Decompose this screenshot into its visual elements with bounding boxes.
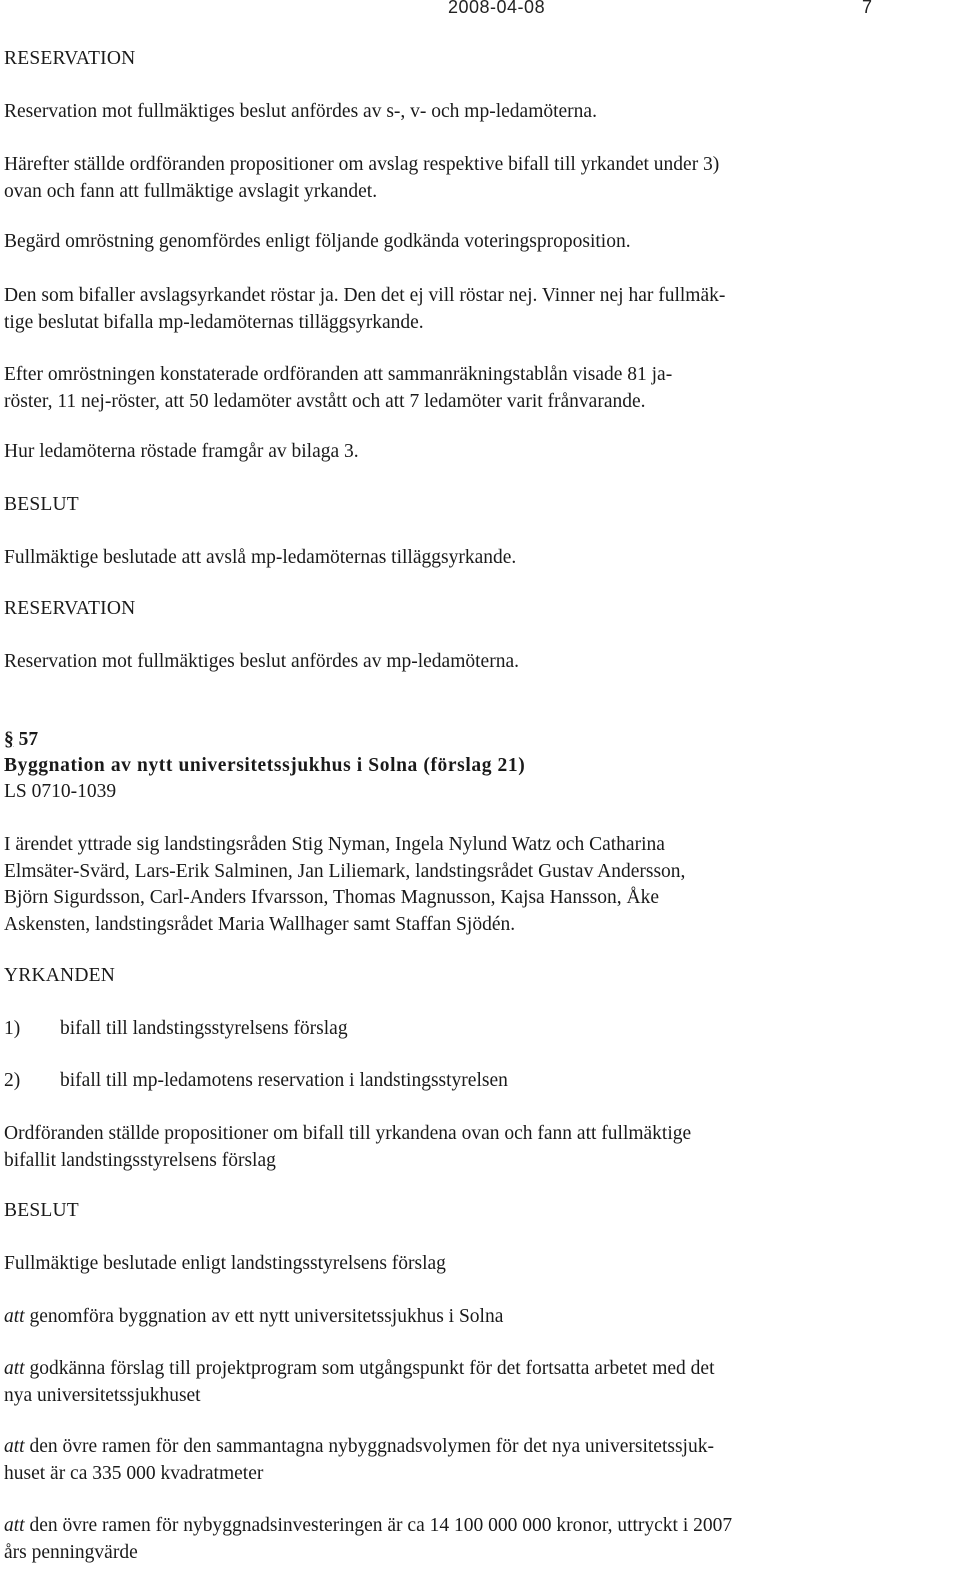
paragraph-heading xyxy=(4,727,939,754)
reservation-heading-2: RESERVATION xyxy=(4,598,136,619)
att-word: att xyxy=(4,1515,25,1536)
page-number: 7 xyxy=(862,0,873,17)
att-word: att xyxy=(4,1306,25,1327)
speakers-line-3: Björn Sigurdsson, Carl-Anders Ifvarsson, Thomas Magnusson, Kajsa Hansson, Åke xyxy=(4,887,659,908)
speakers-line-2: Elmsäter-Svärd, Lars-Erik Salminen, Jan Liliemark, landstingsrådet Gustav Andersson, xyxy=(4,860,686,882)
item-title: Byggnation av nytt universitetssjukhus i Solna (förslag 21) xyxy=(4,755,526,776)
motion-number: 1) xyxy=(4,1018,21,1039)
chair-paragraph xyxy=(4,1121,939,1174)
reservation-text: Reservation mot fullmäktiges beslut anfördes av s-, v- och mp-ledamöterna. xyxy=(4,101,597,122)
proposition-line-2: ovan och fann att fullmäktige avslagit yrkandet. xyxy=(4,180,378,202)
chair-line-1: Ordföranden ställde propositioner om bifall till yrkandena ovan och fann att fullmäktige xyxy=(4,1123,692,1144)
vote-request-text: Begärd omröstning genomfördes enligt följande godkända voteringsproposition. xyxy=(4,231,631,252)
decision-heading-57: BESLUT xyxy=(4,1200,79,1221)
motion-text: bifall till landstingsstyrelsens förslag xyxy=(60,1018,348,1039)
decision-clause xyxy=(4,1304,939,1331)
decision-heading: BESLUT xyxy=(4,494,79,515)
decision-clause xyxy=(4,1434,939,1487)
clause-line-2: års penningvärde xyxy=(4,1541,138,1563)
speakers-line-4: Askensten, landstingsrådet Maria Wallhager samt Staffan Sjödén. xyxy=(4,913,516,935)
proposition-line-1: Härefter ställde ordföranden propositioner om avslag respektive bifall till yrkandet under 3) xyxy=(4,154,720,175)
att-word: att xyxy=(4,1358,25,1379)
clause-line-1: den övre ramen för nybyggnadsinvesteringen är ca 14 100 000 000 kronor, uttryckt i 2007 xyxy=(24,1515,733,1536)
proposition-paragraph xyxy=(4,152,939,205)
decision-intro: Fullmäktige beslutade enligt landstingsstyrelsens förslag xyxy=(4,1253,446,1274)
paragraph-sign: § xyxy=(4,729,14,750)
case-number: LS 0710-1039 xyxy=(4,781,117,802)
vote-result-line-2: röster, 11 nej-röster, att 50 ledamöter avstått och att 7 ledamöter varit frånvarande. xyxy=(4,390,646,412)
speakers-line-1: I ärendet yttrade sig landstingsråden Stig Nyman, Ingela Nylund Watz och Catharina xyxy=(4,834,665,855)
decision-clause xyxy=(4,1356,939,1409)
clause-line-2: huset är ca 335 000 kvadratmeter xyxy=(4,1462,264,1484)
header-date: 2008-04-08 xyxy=(448,0,546,17)
vote-result-paragraph xyxy=(4,362,939,415)
clause-line-1: godkänna förslag till projektprogram som utgångspunkt för det fortsatta arbetet med det xyxy=(24,1358,715,1379)
decision-text: Fullmäktige beslutade att avslå mp-ledamöternas tilläggsyrkande. xyxy=(4,547,517,568)
motion-number: 2) xyxy=(4,1070,21,1091)
clause-line-1: den övre ramen för den sammantagna nybyggnadsvolymen för det nya universitetssjuk- xyxy=(24,1436,714,1457)
reservation-text-2: Reservation mot fullmäktiges beslut anfördes av mp-ledamöterna. xyxy=(4,651,519,672)
motion-item xyxy=(4,1068,939,1095)
speakers-paragraph xyxy=(4,832,939,938)
vote-result-line-1: Efter omröstningen konstaterade ordföranden att sammanräkningstablån visade 81 ja- xyxy=(4,364,673,385)
vote-rule-paragraph xyxy=(4,283,939,336)
vote-rule-line-2: tige beslutat bifalla mp-ledamöternas tilläggsyrkande. xyxy=(4,311,424,333)
motion-text: bifall till mp-ledamotens reservation i landstingsstyrelsen xyxy=(60,1070,508,1091)
reservation-heading: RESERVATION xyxy=(4,48,136,69)
clause-line-1: genomföra byggnation av ett nytt universitetssjukhus i Solna xyxy=(24,1306,504,1327)
decision-clause xyxy=(4,1513,939,1566)
paragraph-number: 57 xyxy=(18,729,39,750)
att-word: att xyxy=(4,1436,25,1457)
appendix-reference: Hur ledamöterna röstade framgår av bilaga 3. xyxy=(4,441,359,462)
motion-item xyxy=(4,1016,939,1043)
clause-line-2: nya universitetssjukhuset xyxy=(4,1384,201,1406)
motions-heading: YRKANDEN xyxy=(4,965,116,986)
chair-line-2: bifallit landstingsstyrelsens förslag xyxy=(4,1149,276,1171)
vote-rule-line-1: Den som bifaller avslagsyrkandet röstar ja. Den det ej vill röstar nej. Vinner nej har fullmäk- xyxy=(4,285,726,306)
